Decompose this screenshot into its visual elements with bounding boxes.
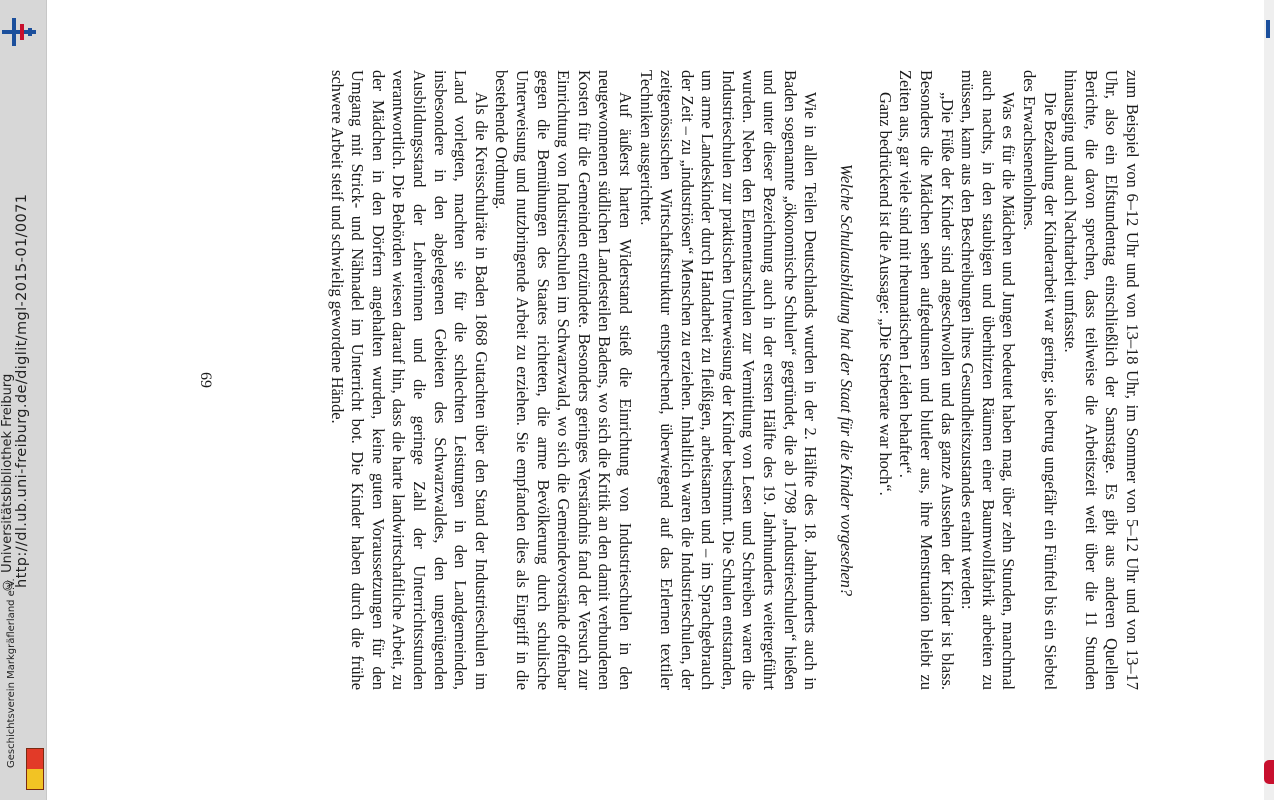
- page-number: 69: [197, 372, 214, 388]
- quote-paragraph: „Die Füße der Kinder sind angeschwollen und das ganze Aussehen der Kinder ist blass. Besonders die Mädchen sehen aufgedunsen und blutleer aus, ihre Menstruation bleibt zu Zeiten aus, gar viele sind mit rheumatischen Leiden behaftet“.: [896, 70, 957, 690]
- paragraph: Wie in allen Teilen Deutschlands wurden in der 2. Hälfte des 18. Jahrhunderts auch in Baden sogenannte „ökonomische Schulen“ gegründet, die ab 1798 „Industrieschulen“ hießen und unter dieser Bezeichnung auch in der ersten Hälfte des 19. Jahrhunderts weitergeführt wurden. Neben den Elementarschulen zur Vermittlung von Lesen und Schreiben waren die Industrieschulen zur praktischen Unterweisung der Kinder bestimmt. Die Schulen entstanden, um arme Landeskinder durch Handarbeit zu fleißigen, arbeitsamen und – im Sprachgebrauch der Zeit – zu „industriösen“ Menschen zu erziehen. Inhaltlich waren die Industrieschulen, der zeitgenössischen Wirtschaftsstruktur entsprechend, überwiegend auf das Erlernen textiler Techniken ausgerichtet.: [636, 70, 821, 690]
- paragraph: Die Bezahlung der Kinderarbeit war gering; sie betrug ungefähr ein Fünftel bis ein Siebtel des Erwachsenenlohnes.: [1020, 70, 1060, 690]
- adjacent-page-logo-icon: [1262, 20, 1274, 38]
- library-logo-icon: [2, 18, 36, 46]
- source-url[interactable]: http://dl.ub.uni-freiburg.de/diglit/mgl-2015-01/0071: [14, 193, 30, 588]
- paragraph: Auf äußerst harten Widerstand stieß die Einrichtung von Industrieschulen in den neugewonnenen südlichen Landesteilen Badens, wo sich die Kritik an den damit verbundenen Kosten für die Gemeinden entzündete. Besonders geringes Verständnis fand der Versuch zur Einrichtung von Industrieschulen im Schwarzwald, wo sich die Gemeindevorstände offenbar gegen die Bemühungen des Staates richteten, die arme Bevölkerung durch schulische Unterweisung und nutzbringende Arbeit zu erziehen. Sie empfanden dies als Eingriff in die bestehende Ordnung.: [492, 70, 635, 690]
- paragraph: Was es für die Mädchen und Jungen bedeutet haben mag, über zehn Stunden, manchmal auch nachts, in den staubigen und überhitzten Räumen einer Baumwollfabrik arbeiten zu müssen, kann aus den Beschreibungen ihres Gesundheitszustandes erahnt werden:: [958, 70, 1019, 690]
- page-text: [172, 70, 1142, 690]
- society-name: Geschichtsverein Markgräflerland e.V.: [6, 578, 17, 768]
- paragraph: Als die Kreisschulräte in Baden 1868 Gutachten über den Stand der Industrieschulen im Land vorlegten, machten sie für die schlechten Leistungen in den Landgemeinden, insbesondere in den abgelegenen Gebieten des Schwarzwaldes, den ungenügenden Ausbildungsstand der Lehrerinnen und die geringe Zahl der Unterrichtsstunden verantwortlich. Die Behörden wiesen darauf hin, dass die harte landwirtschaftliche Arbeit, zu der Mädchen in den Dörfern angehalten wurden, keine guten Voraussetzungen für den Umgang mit Strick- und Nähnadel im Unterricht bot. Die Kinder haben durch die frühe schwere Arbeit steif und schwielig gewordene Hände.: [327, 70, 491, 690]
- section-heading: Welche Schulausbildung hat der Staat für die Kinder vorgesehen?: [837, 163, 857, 597]
- adjacent-page-emblem-icon: [1264, 760, 1274, 784]
- coat-of-arms-icon: [26, 748, 44, 790]
- right-edge: [1264, 0, 1274, 800]
- side-panel: [0, 0, 47, 800]
- copyright-text: © Universitätsbibliothek Freiburg: [0, 373, 15, 592]
- paragraph: zum Beispiel von 6–12 Uhr und von 13–18 Uhr, im Sommer von 5–12 Uhr und von 13–17 Uhr, also ein Elfstundentag einschließlich der Samstage. Es gibt aus anderen Quellen Berichte, die davon sprechen, dass teilweise die Arbeitszeit weit über die 11 Stunden hinausging und auch Nachtarbeit umfasste.: [1061, 70, 1142, 690]
- document-page: [172, 70, 1142, 690]
- paragraph: Ganz bedrückend ist die Aussage: „Die Sterberate war hoch“.: [875, 92, 895, 496]
